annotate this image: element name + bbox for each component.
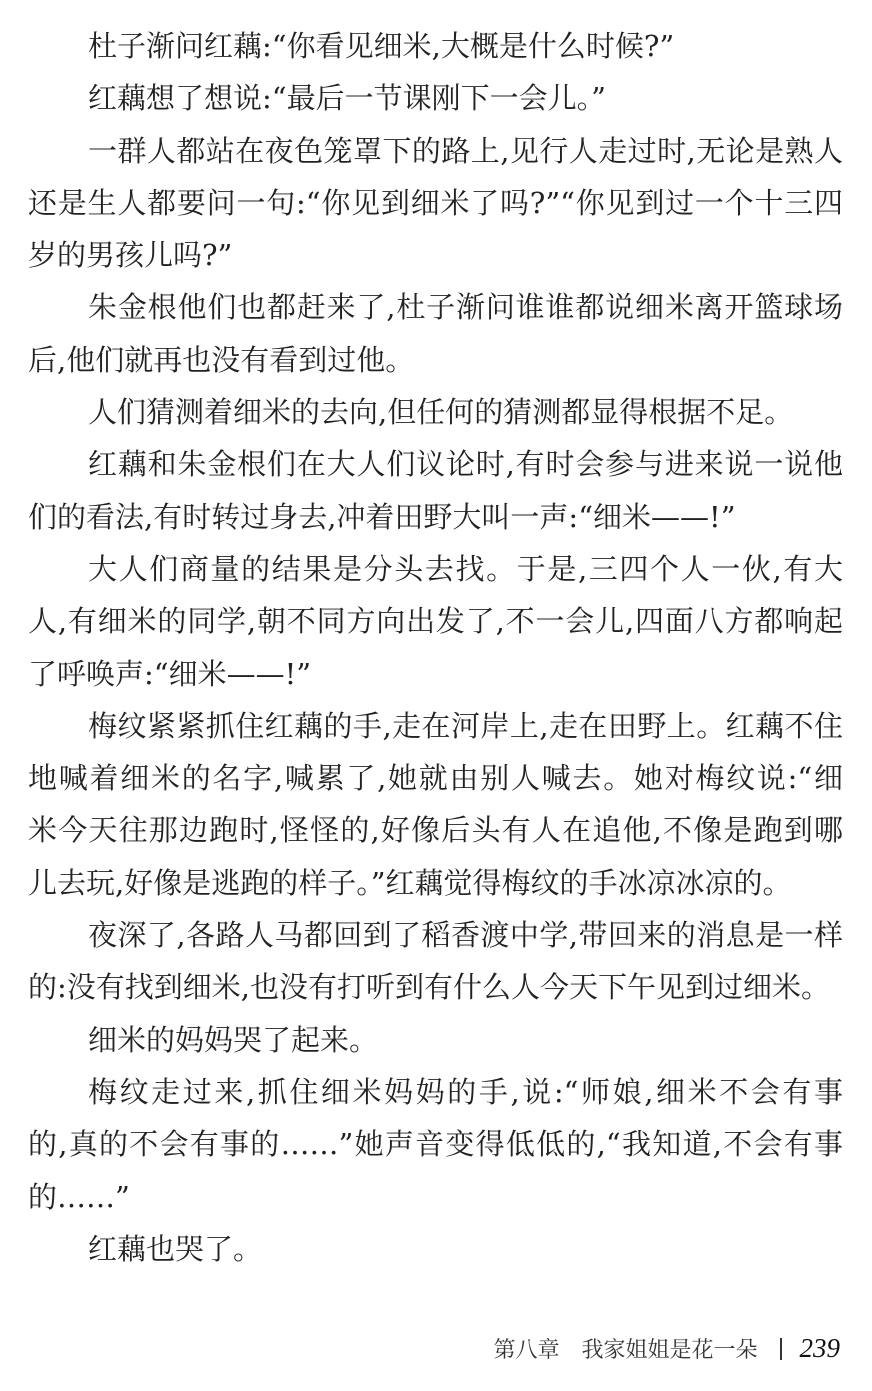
text-line: 朱金根他们也都赶来了,杜子渐问谁谁都说细米离开篮球场 (88, 290, 843, 325)
paragraph (28, 543, 843, 700)
paragraph (28, 438, 843, 543)
text-line: 一群人都站在夜色笼罩下的路上,见行人走过时,无论是熟人 (88, 133, 843, 168)
chapter-title: 我家姐姐是花一朵 (581, 1338, 758, 1363)
paragraph (28, 125, 843, 282)
paragraph (28, 909, 843, 1014)
paragraph (28, 386, 843, 438)
page-footer (493, 1333, 840, 1364)
paragraph (28, 1223, 843, 1275)
text-line: 米今天往那边跑时,怪怪的,好像后头有人在追他,不像是跑到哪 (28, 813, 843, 848)
text-line: 红藕想了想说:“最后一节课刚下一会儿。” (88, 81, 606, 116)
paragraph (28, 72, 843, 124)
paragraph (28, 1066, 843, 1223)
text-line: 后,他们就再也没有看到过他。 (28, 342, 415, 377)
text-line: 的……” (28, 1179, 130, 1214)
text-line: 细米的妈妈哭了起来。 (88, 1022, 379, 1057)
chapter-label: 第八章 (493, 1338, 560, 1363)
text-line: 红藕和朱金根们在大人们议论时,有时会参与进来说一说他 (88, 447, 843, 482)
paragraph (28, 1014, 843, 1066)
text-line: 红藕也哭了。 (88, 1231, 263, 1266)
text-line: 夜深了,各路人马都回到了稻香渡中学,带回来的消息是一样 (88, 918, 843, 953)
text-line: 大人们商量的结果是分头去找。于是,三四个人一伙,有大 (88, 551, 843, 586)
text-line: 杜子渐问红藕:“你看见细米,大概是什么时候?” (88, 29, 675, 63)
text-line: 的,真的不会有事的……”她声音变得低低的,“我知道,不会有事 (28, 1127, 843, 1162)
text-line: 们的看法,有时转过身去,冲着田野大叫一声:“细米——!” (28, 499, 736, 534)
text-line: 人们猜测着细米的去向,但任何的猜测都显得根据不足。 (88, 395, 794, 430)
text-line: 了呼唤声:“细米——!” (28, 656, 312, 691)
text-line: 梅纹紧紧抓住红藕的手,走在河岸上,走在田野上。红藕不住 (88, 708, 843, 743)
text-line: 还是生人都要问一句:“你见到细米了吗?”“你见到过一个十三四 (28, 185, 843, 220)
text-line: 人,有细米的同学,朝不同方向出发了,不一会儿,四面八方都响起 (28, 604, 843, 639)
divider (780, 1338, 782, 1360)
paragraph (28, 700, 843, 909)
body-text (28, 20, 843, 1275)
text-line: 地喊着细米的名字,喊累了,她就由别人喊去。她对梅纹说:“细 (28, 761, 843, 796)
page-number: 239 (799, 1333, 840, 1363)
text-line: 梅纹走过来,抓住细米妈妈的手,说:“师娘,细米不会有事 (88, 1074, 843, 1109)
paragraph (28, 20, 843, 72)
text-line: 儿去玩,好像是逃跑的样子。”红藕觉得梅纹的手冰凉冰凉的。 (28, 865, 792, 900)
text-line: 的:没有找到细米,也没有打听到有什么人今天下午见到过细米。 (28, 970, 830, 1005)
text-line: 岁的男孩儿吗?” (28, 238, 233, 273)
paragraph (28, 281, 843, 386)
